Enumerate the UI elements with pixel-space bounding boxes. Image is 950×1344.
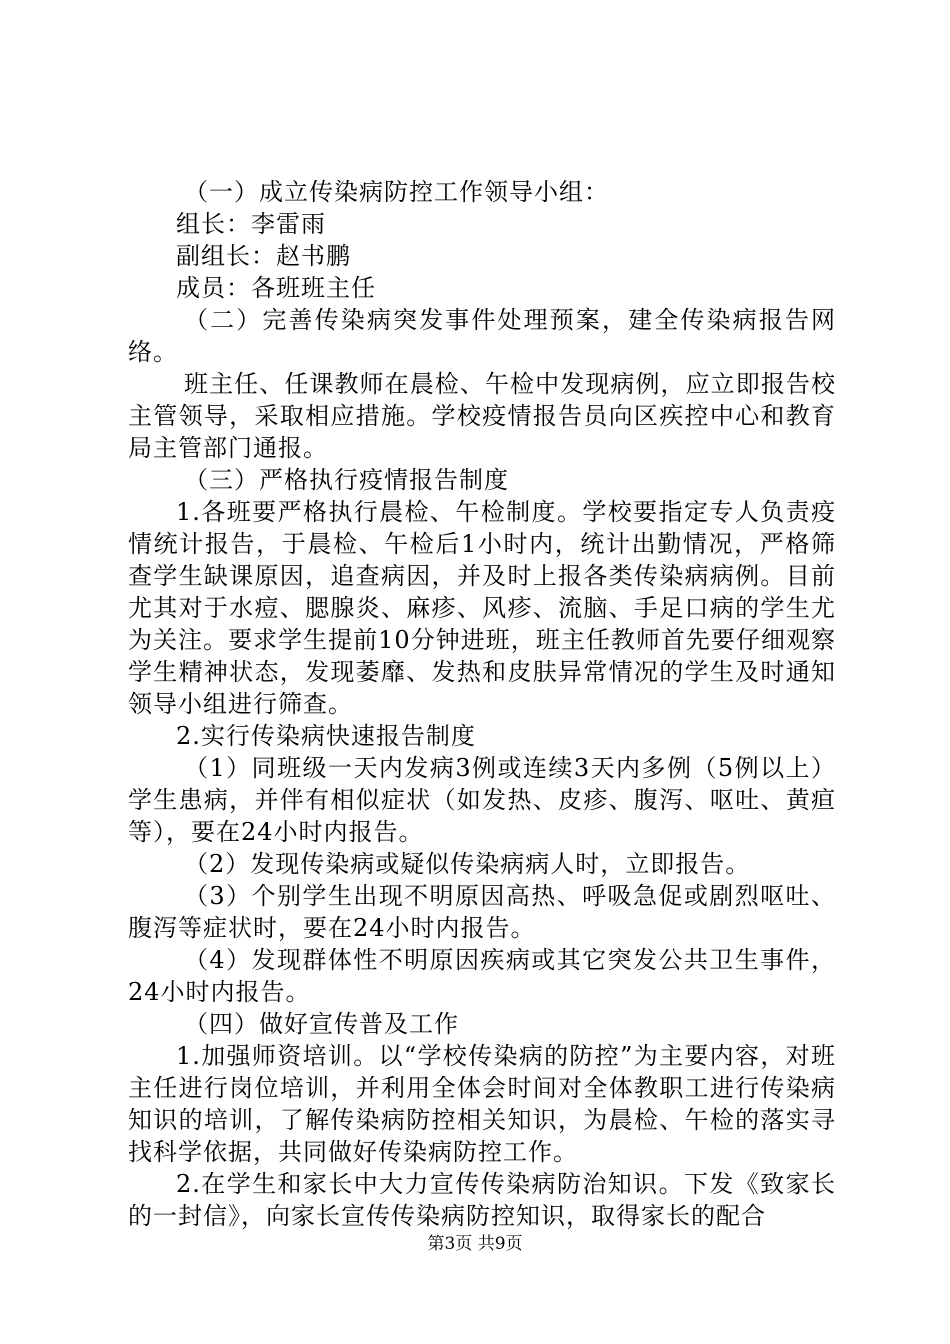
section-heading-3: （三）严格执行疫情报告制度 [184, 466, 509, 494]
list-item: （4）发现群体性不明原因疾病或其它突发公共卫生事件，24小时内报告。 [128, 946, 836, 1006]
group-leader-line: 组长：李雷雨 [176, 210, 326, 238]
subsection-heading: 2.实行传染病快速报告制度 [176, 722, 476, 750]
body-paragraph: 班主任、任课教师在晨检、午检中发现病例，应立即报告校主管领导，采取相应措施。学校疫情报告员向区疾控中心和教育局主管部门通报。 [128, 370, 836, 462]
body-paragraph: 1.加强师资培训。以“学校传染病的防控”为主要内容，对班主任进行岗位培训，并利用全体会时间对全体教职工进行传染病知识的培训，了解传染病防控相关知识，为晨检、午检的落实寻找科学依据，共同做好传染病防控工作。 [128, 1042, 836, 1166]
body-paragraph: 1.各班要严格执行晨检、午检制度。学校要指定专人负责疫情统计报告，于晨检、午检后1小时内，统计出勤情况，严格筛查学生缺课原因，追查病因，并及时上报各类传染病病例。目前尤其对于水痘、腮腺炎、麻疹、风疹、流脑、手足口病的学生尤为关注。要求学生提前10分钟进班，班主任教师首先要仔细观察学生精神状态，发现萎靡、发热和皮肤异常情况的学生及时通知领导小组进行筛查。 [128, 498, 836, 718]
body-paragraph: 2.在学生和家长中大力宣传传染病防治知识。下发《致家长的一封信》，向家长宣传传染病防控知识，取得家长的配合 [128, 1170, 836, 1230]
list-item: （3）个别学生出现不明原因高热、呼吸急促或剧烈呕吐、腹泻等症状时，要在24小时内报告。 [128, 882, 836, 942]
page-number-footer: 第3页 共9页 [427, 1234, 523, 1254]
list-item: （2）发现传染病或疑似传染病病人时，立即报告。 [184, 850, 751, 878]
members-line: 成员：各班班主任 [176, 274, 376, 302]
section-heading-1: （一）成立传染病防控工作领导小组： [184, 178, 609, 206]
section-heading-2: （二）完善传染病突发事件处理预案，建全传染病报告网络。 [128, 306, 836, 366]
document-body [128, 176, 836, 1232]
section-heading-4: （四）做好宣传普及工作 [184, 1010, 459, 1038]
deputy-leader-line: 副组长：赵书鹏 [176, 242, 351, 270]
list-item: （1）同班级一天内发病3例或连续3天内多例（5例以上）学生患病，并伴有相似症状（如发热、皮疹、腹泻、呕吐、黄疸等），要在24小时内报告。 [128, 754, 836, 846]
